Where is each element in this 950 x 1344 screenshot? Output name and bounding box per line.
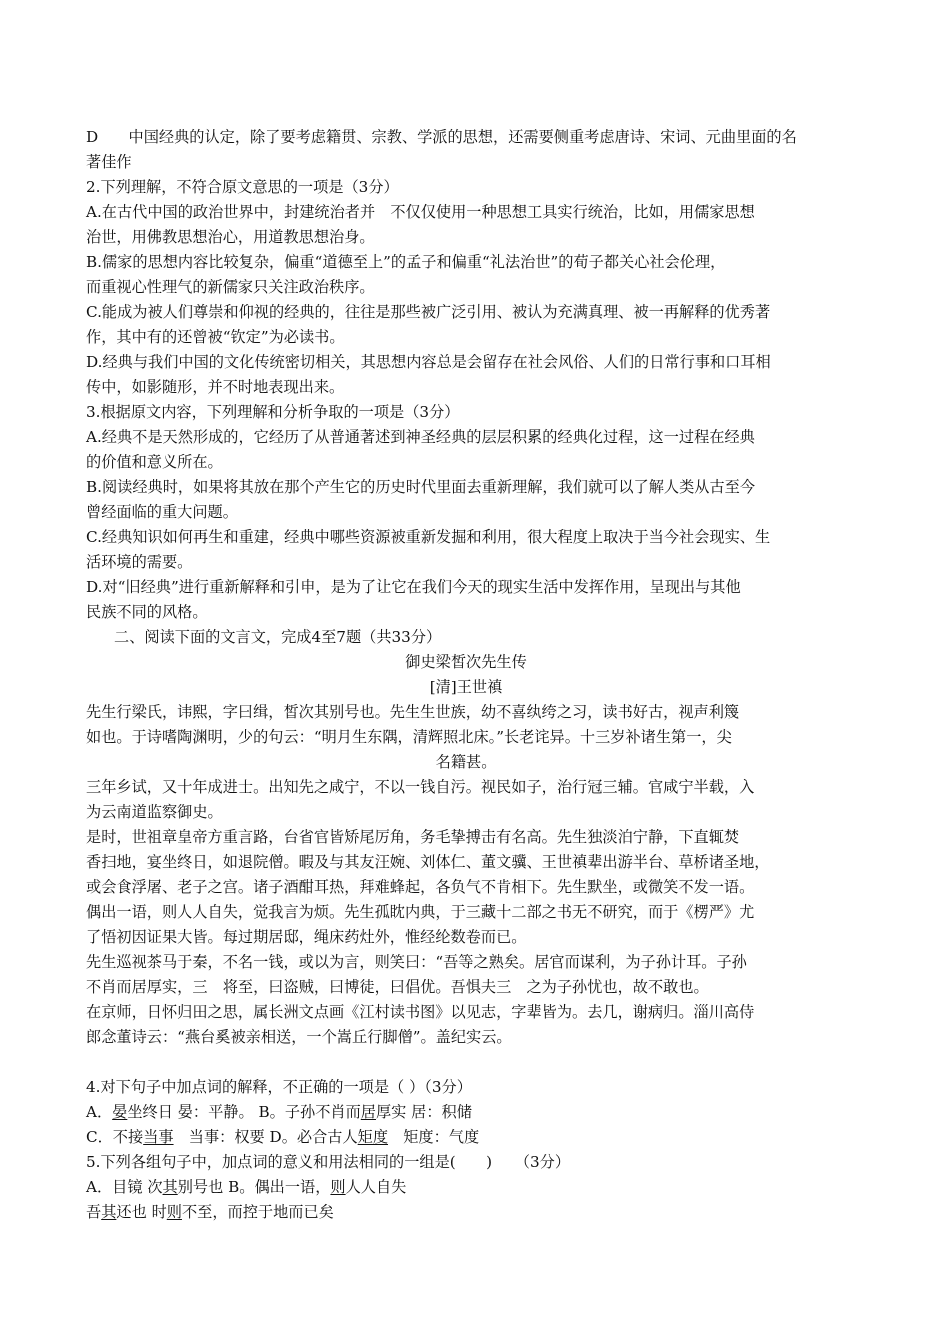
passage-line: 或会食浮屠、老子之宫。诸子酒酣耳热，拜难蜂起，各负气不肯相下。先生默坐，或微笑不发一语。 — [86, 878, 755, 896]
question-2-stem: 2.下列理解，不符合原文意思的一项是（3分） — [86, 178, 399, 196]
text-run: 当事：权要 D。必合古人 — [173, 1128, 358, 1146]
q2-option-d: D.经典与我们中国的文化传统密切相关，其思想内容总是会留存在社会风俗、人们的日常行事和口耳相 — [86, 353, 771, 371]
text-line: 而重视心性理气的新儒家只关注政治秩序。 — [86, 278, 375, 296]
question-4-stem: 4.对下句子中加点词的解释，不正确的一项是（ ）（3分） — [86, 1078, 472, 1096]
q5-options-ab-line2 — [86, 1202, 334, 1222]
question-3-stem: 3.根据原文内容，下列理解和分析争取的一项是（3分） — [86, 403, 460, 421]
dotted-word: 居 — [360, 1103, 376, 1121]
text-line: 曾经面临的重大问题。 — [86, 503, 238, 521]
text-run: C．不接 — [86, 1128, 144, 1146]
text-line: 传中，如影随形，并不时地表现出来。 — [86, 378, 345, 396]
q2-option-a: A.在古代中国的政治世界中，封建统治者并 不仅仅使用一种思想工具实行统治，比如，用儒家思想 — [86, 203, 755, 221]
passage-title: 御史梁皙次先生传 — [405, 653, 527, 671]
text-line: 活环境的需要。 — [86, 553, 193, 571]
text-line: 治世，用佛教思想治心，用道教思想治身。 — [86, 228, 375, 246]
text-run: 不至，而控于地而已矣 — [181, 1203, 334, 1221]
passage-line: 为云南道监察御史。 — [86, 803, 223, 821]
question-5-stem: 5.下列各组句子中，加点词的意义和用法相同的一组是( ) （3分） — [86, 1153, 571, 1171]
dotted-word: 其 — [101, 1203, 117, 1221]
text-run: 坐终日 晏：平静。 B。子孙不肖而 — [127, 1103, 361, 1121]
text-line: 的价值和意义所在。 — [86, 453, 223, 471]
q3-option-d: D.对“旧经典”进行重新解释和引申，是为了让它在我们今天的现实生活中发挥作用，呈现出与其他 — [86, 578, 741, 596]
q4-options-cd — [86, 1127, 479, 1147]
passage-line: 不肖而居厚实，三 将至，曰盗贼，曰博徒，曰倡优。吾惧夫三 之为子孙忧也，故不敢也。 — [86, 978, 709, 996]
q3-option-c: C.经典知识如何再生和重建，经典中哪些资源被重新发掘和利用，很大程度上取决于当今社会现实、生 — [86, 528, 771, 546]
q5-options-ab — [86, 1177, 406, 1197]
text-run: A． — [86, 1103, 113, 1121]
dotted-word: 矩度 — [357, 1128, 389, 1146]
passage-line: 三年乡试，又十年成进士。出知先之咸宁，不以一钱自污。视民如子，治行冠三辅。官咸宁半载，入 — [86, 778, 755, 796]
q2-option-b: B.儒家的思想内容比较复杂，偏重“道德至上”的孟子和偏重“礼法治世”的荀子都关心社会伦理， — [86, 253, 726, 271]
text-run: 还也 时 — [116, 1203, 167, 1221]
passage-line: 先生巡视茶马于秦，不名一钱，或以为言，则笑曰：“吾等之熟矣。居官而谋利，为子孙计耳。子孙 — [86, 953, 747, 971]
dotted-word: 当事 — [143, 1128, 174, 1146]
passage-line: 是时，世祖章皇帝方重言路，台省官皆矫尾厉角，务毛挚搏击有名高。先生独淡泊宁静，下直辄焚 — [86, 828, 740, 846]
passage-line: 偶出一语，则人人自失，觉我言为烦。先生孤眈内典，于三藏十二部之书无不研究，而于《楞严》尤 — [86, 903, 755, 921]
text-run: 别号也 B。偶出一语， — [177, 1178, 331, 1196]
passage-line: 先生行梁氏，讳熙，字曰缉，皙次其别号也。先生生世族，幼不喜纨绔之习，读书好古，视声利篾 — [86, 703, 740, 721]
q3-option-b: B.阅读经典时，如果将其放在那个产生它的历史时代里面去重新理解，我们就可以了解人类从古至今 — [86, 478, 756, 496]
passage-line: 郎念董诗云：“燕台奚被亲相送，一个嵩丘行脚僧”。盖纪实云。 — [86, 1028, 512, 1046]
text-line: 著佳作 — [86, 153, 132, 171]
dotted-word: 则 — [166, 1203, 182, 1221]
passage-line: 香扫地，宴坐终日，如退院僧。暇及与其友汪婉、刘体仁、董文骥、王世禛辈出游半台、草桥诸圣地， — [86, 853, 770, 871]
q3-option-a: A.经典不是天然形成的，它经历了从普通著述到神圣经典的层层积累的经典化过程，这一过程在经典 — [86, 428, 755, 446]
dotted-word: 晏 — [112, 1103, 128, 1121]
text-run: 吾 — [86, 1203, 102, 1221]
passage-author: [清]王世禛 — [429, 678, 503, 696]
passage-line: 在京师，日怀归田之思，属长洲文点画《江村读书图》以见志，字辈皆为。去几，谢病归。淄川高侍 — [86, 1003, 755, 1021]
text-run: 厚实 居：积储 — [375, 1103, 472, 1121]
text-run: A．目镜 次 — [86, 1178, 163, 1196]
text-line: D 中国经典的认定，除了要考虑籍贯、宗教、学派的思想，还需要侧重考虑唐诗、宋词、元曲里面的名 — [86, 128, 797, 146]
passage-line: 了悟初因证果大皆。每过期居邸，绳床药灶外，惟经纶数卷而已。 — [86, 928, 527, 946]
q4-options-ab — [86, 1102, 472, 1122]
text-line: 民族不同的风格。 — [86, 603, 208, 621]
passage-line: 如也。于诗嗜陶渊明，少的句云：“明月生东隅，清辉照北床。”长老诧异。十三岁补诸生第一，尖 — [86, 728, 732, 746]
section-heading: 二、阅读下面的文言文，完成4至7题（共33分） — [114, 628, 442, 646]
text-run: 人人自失 — [345, 1178, 407, 1196]
q2-option-c: C.能成为被人们尊崇和仰视的经典的，往往是那些被广泛引用、被认为充满真理、被一再解释的优秀著 — [86, 303, 771, 321]
passage-line: 名籍甚。 — [435, 753, 497, 771]
dotted-word: 则 — [330, 1178, 346, 1196]
text-line: 作，其中有的还曾被“钦定”为必读书。 — [86, 328, 345, 346]
text-run: 矩度：气度 — [388, 1128, 480, 1146]
dotted-word: 其 — [162, 1178, 178, 1196]
